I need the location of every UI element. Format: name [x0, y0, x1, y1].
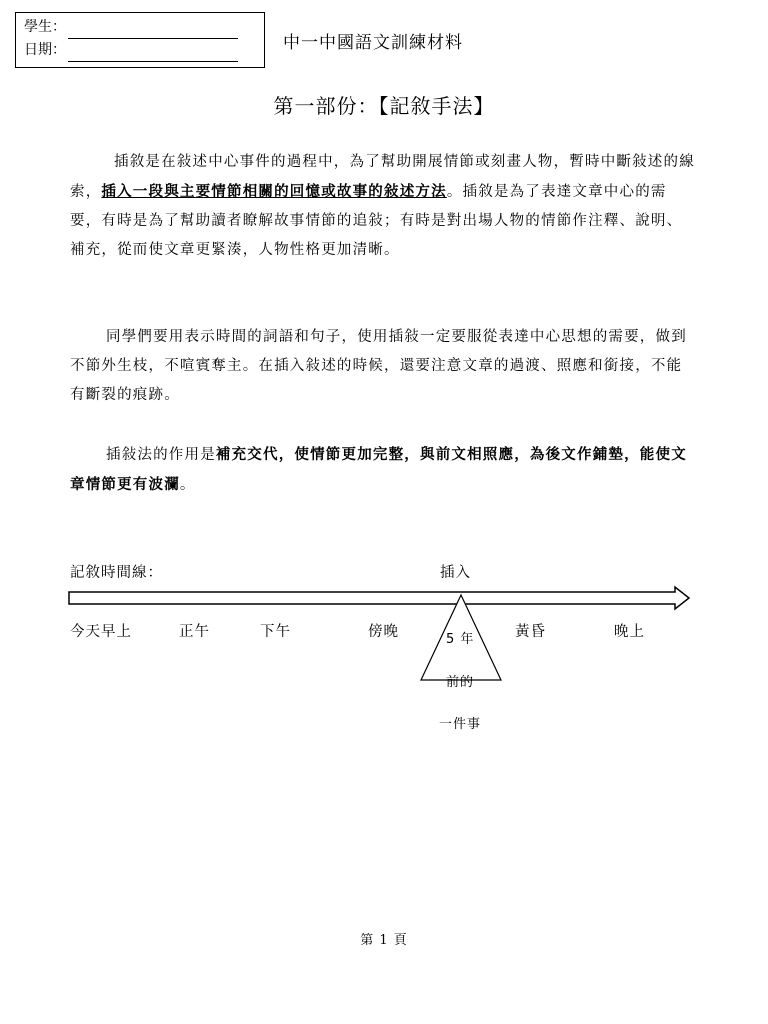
timeline-tick-night: 晚上 — [614, 624, 645, 640]
insert-text-line-2: 前的 — [446, 675, 475, 690]
student-label: 學生： — [24, 19, 66, 35]
insert-text-line-3: 一件事 — [439, 717, 482, 732]
timeline-arrow — [69, 587, 689, 609]
paragraph-2: 同學們要用表示時間的詞語和句子，使用插敍一定要服從表達中心思想的需要，做到不節外生枝，不喧賓奪主。在插入敍述的時候，還要注意文章的過渡、照應和銜接，不能有斷裂的痕跡。 — [70, 329, 687, 403]
timeline-tick-evening: 傍晚 — [368, 624, 399, 640]
paragraph-3-text-b: 。 — [179, 477, 196, 493]
paragraph-1-text-a: 插敘是在敍述中心事件的過程中，為了幫助開展情節或刻畫人物，暫時中斷敍述的線索， — [70, 154, 695, 200]
timeline-tick-morning: 今天早上 — [70, 624, 132, 640]
section-title: 第一部份：【記敘手法】 — [273, 94, 495, 118]
insert-label: 插入 — [440, 565, 471, 581]
paragraph-3-text-a: 插敍法的作用是 — [106, 447, 216, 463]
page-number-footer: 第 1 頁 — [360, 933, 408, 948]
paragraph-1-emphasis: 插入一段與主要情節相關的回憶或故事的敍述方法 — [101, 183, 447, 200]
insert-text-line-1: 5 年 — [446, 632, 475, 647]
paragraph-3-emphasis: 補充交代，使情節更加完整，與前文相照應，為後文作鋪墊，能使文章情節更有波瀾 — [70, 446, 687, 493]
timeline-tick-noon: 正午 — [179, 624, 210, 640]
date-label: 日期： — [24, 42, 66, 58]
timeline-label: 記敘時間線： — [70, 565, 163, 581]
timeline-tick-dusk: 黃昏 — [515, 624, 546, 640]
document-header-title: 中一中國語文訓練材料 — [283, 33, 463, 53]
paragraph-1-text-b: 。插敘是為了表達文章中心的需要，有時是為了幫助讀者瞭解故事情節的追敍；有時是對出場人物的情節作注釋、說明、補充，從而使文章更緊湊，人物性格更加清晰。 — [70, 184, 683, 258]
timeline-tick-afternoon: 下午 — [260, 624, 291, 640]
